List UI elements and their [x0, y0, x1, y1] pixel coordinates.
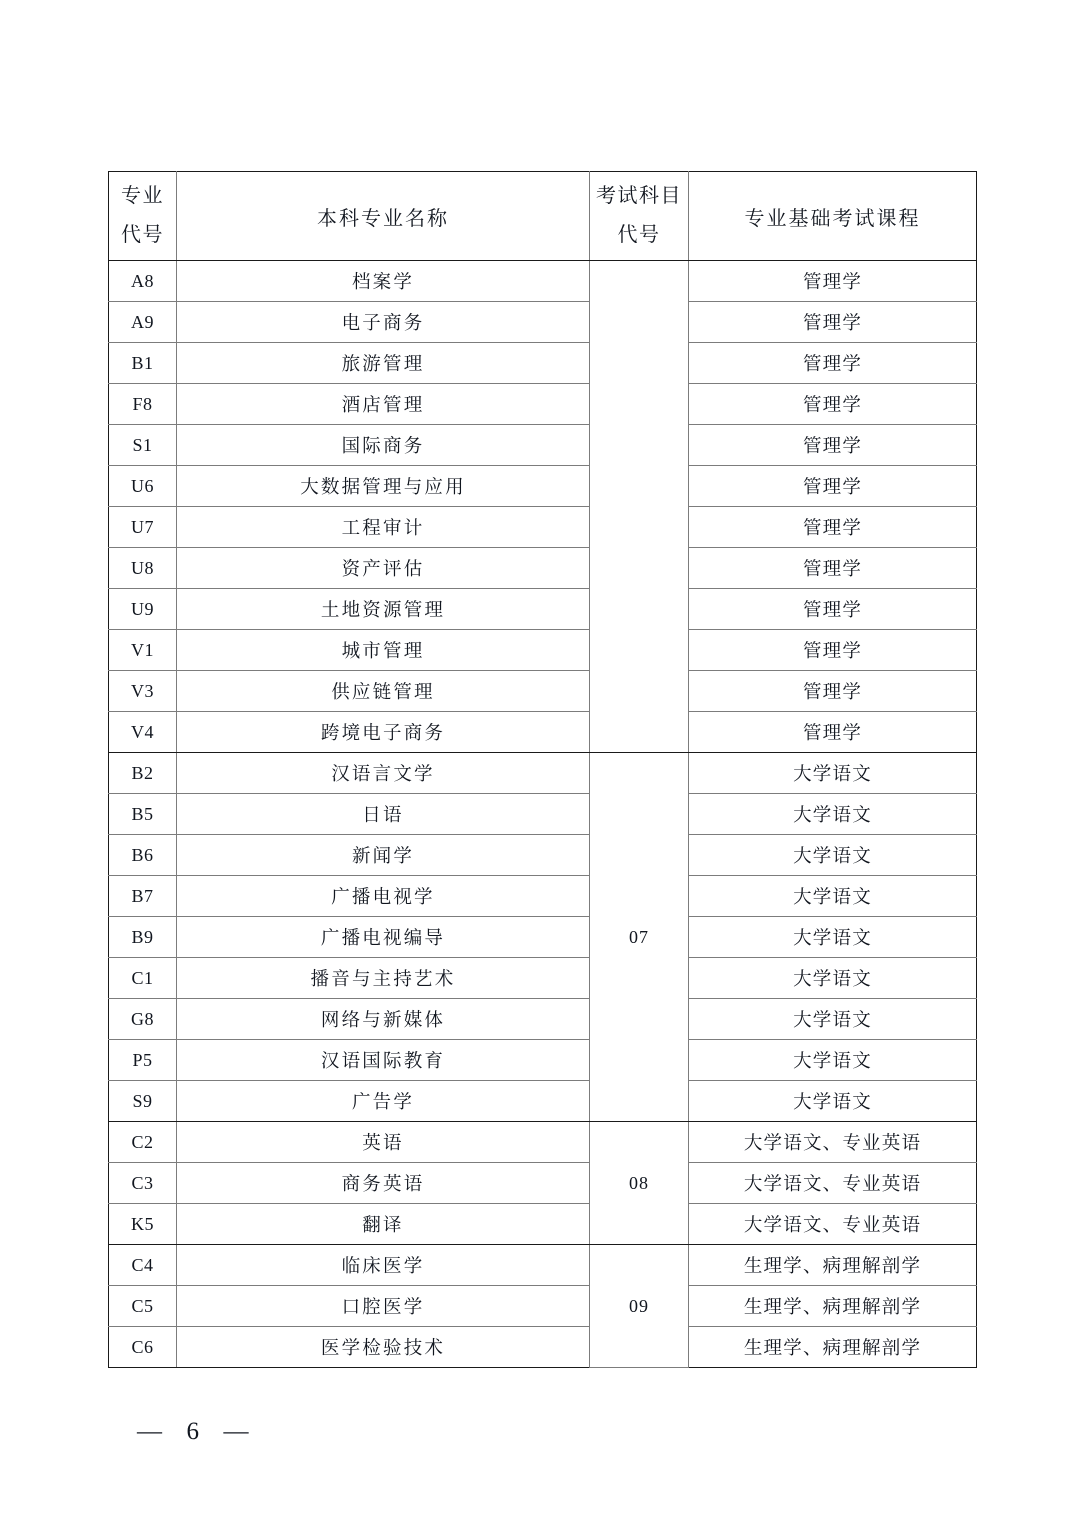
cell-major-name: 资产评估: [177, 548, 590, 589]
cell-course: 生理学、病理解剖学: [689, 1245, 977, 1286]
cell-course: 生理学、病理解剖学: [689, 1286, 977, 1327]
cell-course: 大学语文: [689, 999, 977, 1040]
table-row: [109, 1286, 977, 1327]
table-row: [109, 794, 977, 835]
cell-major-name: 口腔医学: [177, 1286, 590, 1327]
cell-major-name: 土地资源管理: [177, 589, 590, 630]
cell-major-name: 广播电视编导: [177, 917, 590, 958]
cell-major-name: 广播电视学: [177, 876, 590, 917]
cell-major-code: P5: [109, 1040, 177, 1081]
table-row: [109, 384, 977, 425]
cell-course: 管理学: [689, 425, 977, 466]
cell-major-name: 旅游管理: [177, 343, 590, 384]
table-row: [109, 1204, 977, 1245]
cell-major-name: 播音与主持艺术: [177, 958, 590, 999]
table-row: [109, 630, 977, 671]
cell-subject-code: 07: [590, 753, 689, 1122]
table-row: [109, 548, 977, 589]
table-row: [109, 671, 977, 712]
cell-course: 管理学: [689, 261, 977, 302]
cell-course: 大学语文: [689, 1040, 977, 1081]
cell-major-name: 广告学: [177, 1081, 590, 1122]
column-header-subject-code-line1: 考试科目: [596, 185, 682, 207]
cell-major-code: V3: [109, 671, 177, 712]
cell-major-name: 临床医学: [177, 1245, 590, 1286]
cell-course: 管理学: [689, 466, 977, 507]
cell-course: 管理学: [689, 589, 977, 630]
cell-major-code: C5: [109, 1286, 177, 1327]
table-row: [109, 1122, 977, 1163]
cell-course: 大学语文、专业英语: [689, 1163, 977, 1204]
cell-major-code: G8: [109, 999, 177, 1040]
table-row: [109, 1327, 977, 1368]
table-row: [109, 999, 977, 1040]
table-row: [109, 1245, 977, 1286]
cell-course: 管理学: [689, 630, 977, 671]
cell-major-name: 汉语言文学: [177, 753, 590, 794]
table-header: [109, 172, 977, 261]
table-row: [109, 1040, 977, 1081]
cell-major-code: B7: [109, 876, 177, 917]
cell-major-name: 工程审计: [177, 507, 590, 548]
cell-major-name: 城市管理: [177, 630, 590, 671]
table-row: [109, 712, 977, 753]
cell-major-code: B9: [109, 917, 177, 958]
cell-major-name: 国际商务: [177, 425, 590, 466]
cell-major-code: A8: [109, 261, 177, 302]
cell-course: 管理学: [689, 548, 977, 589]
column-header-subject-code-line2: 代号: [617, 224, 661, 246]
cell-course: 管理学: [689, 343, 977, 384]
cell-course: 管理学: [689, 507, 977, 548]
table-row: [109, 589, 977, 630]
cell-major-name: 跨境电子商务: [177, 712, 590, 753]
cell-major-name: 网络与新媒体: [177, 999, 590, 1040]
cell-major-code: B5: [109, 794, 177, 835]
cell-major-code: B1: [109, 343, 177, 384]
cell-major-code: S1: [109, 425, 177, 466]
cell-course: 大学语文: [689, 876, 977, 917]
cell-course: 大学语文: [689, 917, 977, 958]
cell-major-code: U8: [109, 548, 177, 589]
cell-course: 生理学、病理解剖学: [689, 1327, 977, 1368]
cell-major-name: 档案学: [177, 261, 590, 302]
cell-major-code: V4: [109, 712, 177, 753]
cell-major-name: 新闻学: [177, 835, 590, 876]
cell-major-name: 医学检验技术: [177, 1327, 590, 1368]
table-row: [109, 1081, 977, 1122]
cell-major-name: 电子商务: [177, 302, 590, 343]
cell-course: 大学语文: [689, 753, 977, 794]
cell-course: 大学语文: [689, 794, 977, 835]
table-body: [109, 261, 977, 1368]
cell-major-code: F8: [109, 384, 177, 425]
cell-major-name: 酒店管理: [177, 384, 590, 425]
table-row: [109, 1163, 977, 1204]
cell-course: 大学语文: [689, 958, 977, 999]
column-header-course: 专业基础考试课程: [689, 172, 977, 261]
cell-subject-code: 08: [590, 1122, 689, 1245]
specialty-code-table: [108, 171, 977, 1368]
table-row: [109, 425, 977, 466]
header-row: [109, 172, 977, 261]
table-row: [109, 753, 977, 794]
cell-course: 管理学: [689, 671, 977, 712]
table-row: [109, 302, 977, 343]
cell-major-code: C6: [109, 1327, 177, 1368]
cell-course: 管理学: [689, 384, 977, 425]
cell-course: 管理学: [689, 302, 977, 343]
cell-major-code: V1: [109, 630, 177, 671]
cell-major-name: 汉语国际教育: [177, 1040, 590, 1081]
cell-major-code: C2: [109, 1122, 177, 1163]
cell-subject-code: [590, 261, 689, 753]
cell-major-name: 大数据管理与应用: [177, 466, 590, 507]
specialty-code-table-container: [108, 171, 976, 1368]
table-row: [109, 343, 977, 384]
cell-major-code: U7: [109, 507, 177, 548]
column-header-subject-code: [590, 172, 689, 261]
cell-major-code: U6: [109, 466, 177, 507]
cell-major-name: 日语: [177, 794, 590, 835]
cell-major-code: B2: [109, 753, 177, 794]
cell-major-code: C3: [109, 1163, 177, 1204]
cell-subject-code: 09: [590, 1245, 689, 1368]
cell-course: 大学语文: [689, 1081, 977, 1122]
table-row: [109, 876, 977, 917]
cell-major-name: 翻译: [177, 1204, 590, 1245]
column-header-major-code-line2: 代号: [121, 224, 164, 246]
cell-major-code: C4: [109, 1245, 177, 1286]
cell-major-name: 供应链管理: [177, 671, 590, 712]
cell-major-code: B6: [109, 835, 177, 876]
table-row: [109, 261, 977, 302]
cell-major-code: U9: [109, 589, 177, 630]
table-row: [109, 917, 977, 958]
column-header-major-code: [109, 172, 177, 261]
cell-major-code: K5: [109, 1204, 177, 1245]
table-row: [109, 507, 977, 548]
cell-major-code: C1: [109, 958, 177, 999]
cell-course: 大学语文、专业英语: [689, 1122, 977, 1163]
table-row: [109, 958, 977, 999]
cell-course: 大学语文、专业英语: [689, 1204, 977, 1245]
cell-major-name: 商务英语: [177, 1163, 590, 1204]
column-header-major-name: 本科专业名称: [177, 172, 590, 261]
table-row: [109, 466, 977, 507]
cell-major-code: S9: [109, 1081, 177, 1122]
cell-major-code: A9: [109, 302, 177, 343]
cell-major-name: 英语: [177, 1122, 590, 1163]
table-row: [109, 835, 977, 876]
page-number-footer: — 6 —: [137, 1418, 253, 1445]
cell-course: 管理学: [689, 712, 977, 753]
column-header-major-code-line1: 专业: [121, 185, 164, 207]
cell-course: 大学语文: [689, 835, 977, 876]
